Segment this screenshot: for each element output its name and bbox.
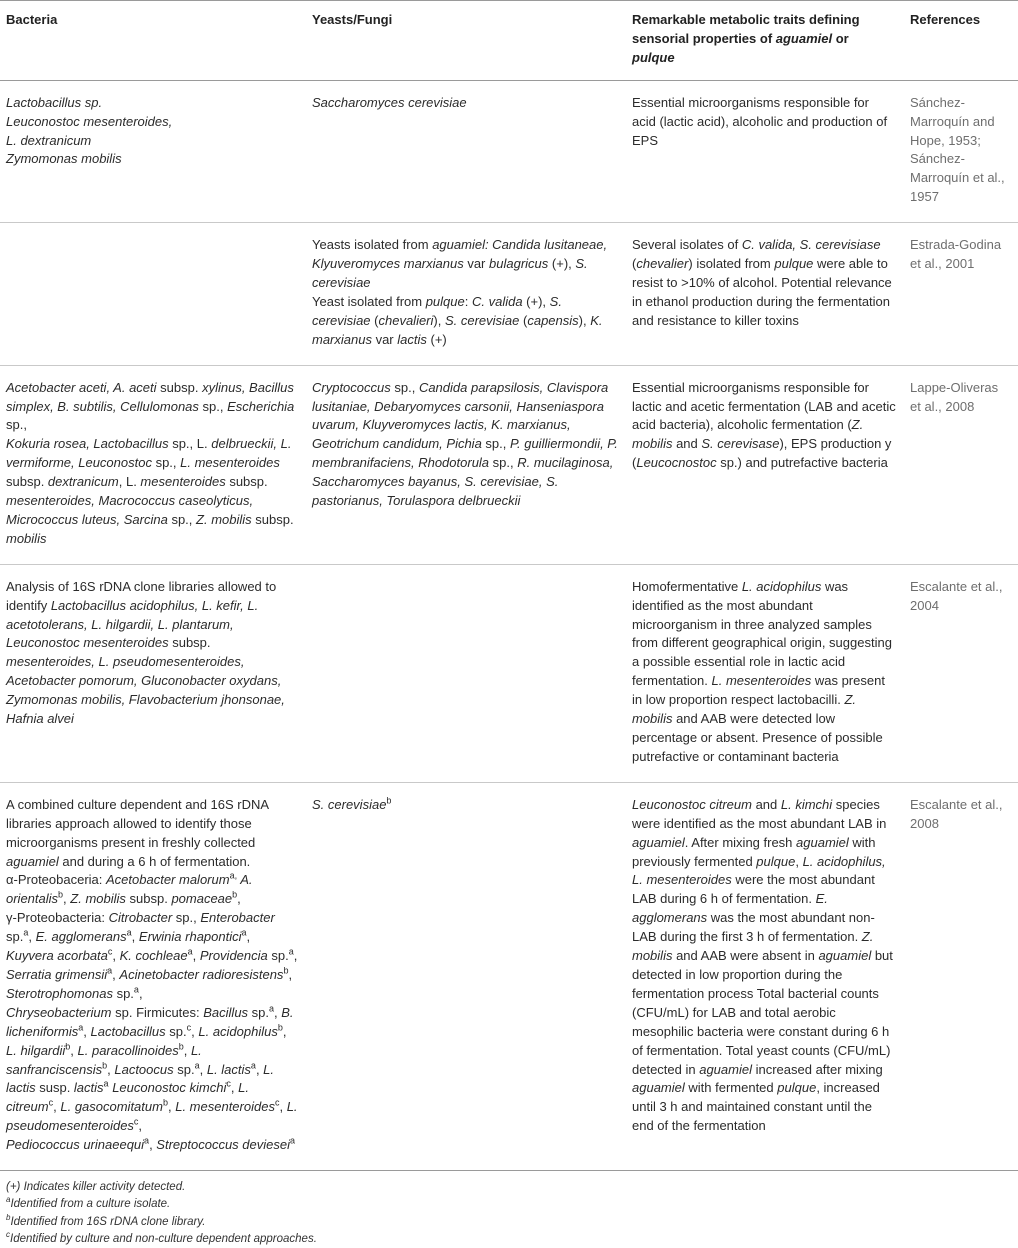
cell-yeasts: Cryptococcus sp., Candida parapsilosis, Clavispora lusitaniae, Debaryomyces carsonii, Hanseniaspora uvarum, Kluyveromyces lactis, K. marxianus, Geotrichum candidum, Pichia sp., P. guilliermondii, P. membranifaciens, Rhodotorula sp., R. mucilaginosa, Saccharomyces bayanus, S. cerevisiae, S. pastorianus, Torulaspora delbrueckii: [306, 365, 626, 564]
footnote-text: (+) Indicates killer activity detected.: [6, 1181, 186, 1194]
cell-bacteria: [0, 80, 306, 222]
cell-bacteria: Acetobacter aceti, A. aceti subsp. xylinus, Bacillus simplex, B. subtilis, Cellulomonas sp., Escherichia sp., Kokuria rosea, Lactobacillus sp., L. delbrueckii, L. vermiforme, Leuconostoc sp., L. mesenteroides subsp. dextranicum, L. mesenteroides subsp. mesenteroides, Macrococcus caseolyticus, Micrococcus luteus, Sarcina sp., Z. mobilis subsp. mobilis: [0, 365, 306, 564]
cell-yeasts: Yeasts isolated from aguamiel: Candida lusitaneae, Klyuveromyces marxianus var bulagricus (+), S. cerevisiae Yeast isolated from pulque: C. valida (+), S. cerevisiae (chevalieri), S. cerevisiae (capensis), K. marxianus var lactis (+): [306, 223, 626, 365]
cell-references: Sánchez-Marroquín and Hope, 1953; Sánchez-Marroquín et al., 1957: [904, 80, 1018, 222]
header-traits-l2c: or: [832, 30, 849, 46]
footnotes: [0, 1171, 1018, 1248]
header-traits-l1: Remarkable metabolic traits defining: [632, 12, 860, 27]
footnote: [6, 1179, 1018, 1196]
header-traits-l2b: aguamiel: [775, 30, 833, 46]
cell-bacteria: A combined culture dependent and 16S rDNA libraries approach allowed to identify those microorganisms present in freshly collected aguamiel and during a 6 h of fermentation. α-Proteobaceria: Acetobacter malorum$^{a,}$ A. orientalis$^b$, Z. mobilis subsp. pomaceae$^b$, γ-Proteobacteria: Citrobacter sp., Enterobacter sp.$^a$, E. agglomerans$^a$, Erwinia rhapontici$^a$, Kuyvera acorbata$^c$, K. cochleae$^a$, Providencia sp.$^a$, Serratia grimensii$^a$, Acinetobacter radioresistens$^b$, Sterotrophomonas sp.$^a$, Chryseobacterium sp. Firmicutes: Bacillus sp.$^a$, B. licheniformis$^a$, Lactobacillus sp.$^c$, L. acidophilus$^b$, L. hilgardii$^b$, L. paracollinoides$^b$, L. sanfranciscensis$^b$, Lactoocus sp.$^a$, L. lactis$^a$, L. lactis susp. lactis$^a$ Leuconostoc kimchi$^c$, L. citreum$^c$, L. gasocomitatum$^b$, L. mesenteroides$^c$, L. pseudomesenteroides$^c$, Pediococcus urinaeequi$^a$, Streptococcus deviesei$^a$: [0, 782, 306, 1170]
cell-references: Escalante et al., 2004: [904, 564, 1018, 782]
cell-traits: Leuconostoc citreum and L. kimchi species were identified as the most abundant LAB in aguamiel. After mixing fresh aguamiel with previously fermented pulque, L. acidophilus, L. mesenteroides were the most abundant LAB during 6 h of fermentation. E. agglomerans was the most abundant non-LAB during the first 3 h of fermentation. Z. mobilis and AAB were absent in aguamiel but detected in low proportion during the fermentation process Total bacterial counts (CFU/mL) for LAB and total aerobic mesophilic bacteria were constant during 6 h of fermentation. Total yeast counts (CFU/mL) detected in aguamiel increased after mixing aguamiel with fermented pulque, increased until 3 h and maintained constant until the end of the fermentation: [626, 782, 904, 1170]
footnote-text: Identified by culture and non-culture dependent approaches.: [10, 1232, 317, 1245]
bacteria-line: Leuconostoc mesenteroides,: [6, 113, 173, 129]
table-row: [0, 365, 1018, 564]
footnote: [6, 1196, 1018, 1213]
table-row: [0, 223, 1018, 365]
footnote-marker: c: [6, 1230, 10, 1240]
cell-yeasts: Saccharomyces cerevisiae: [306, 80, 626, 222]
header-bacteria: Bacteria: [0, 1, 306, 81]
header-row: [0, 1, 1018, 81]
cell-traits: Several isolates of C. valida, S. cerevisiase (chevalier) isolated from pulque were able to resist to >10% of alcohol. Potential relevance in ethanol production during the fermentation and resistance to killer toxins: [626, 223, 904, 365]
header-references: References: [904, 1, 1018, 81]
header-yeasts: Yeasts/Fungi: [306, 1, 626, 81]
cell-bacteria: Analysis of 16S rDNA clone libraries allowed to identify Lactobacillus acidophilus, L. kefir, L. acetotolerans, L. hilgardii, L. plantarum, Leuconostoc mesenteroides subsp. mesenteroides, L. pseudomesenteroides, Acetobacter pomorum, Gluconobacter oxydans, Zymomonas mobilis, Flavobacterium jhonsonae, Hafnia alvei: [0, 564, 306, 782]
bacteria-line: Lactobacillus sp.: [6, 94, 103, 110]
bacteria-line: Zymomonas mobilis: [6, 151, 122, 167]
cell-yeasts: S. cerevisiae$^b$: [306, 782, 626, 1170]
bacteria-line: L. dextranicum: [6, 132, 92, 148]
header-traits-l3: pulque: [632, 49, 675, 65]
cell-references: Escalante et al., 2008: [904, 782, 1018, 1170]
footnote: [6, 1214, 1018, 1231]
header-traits-l2a: sensorial properties of: [632, 30, 776, 46]
cell-traits: Homofermentative L. acidophilus was identified as the most abundant microorganism in three analyzed samples from different geographical origin, suggesting a possible essential role in lactic acid fermentation. L. mesenteroides was present in low proportion respect lactobacilli. Z. mobilis and AAB were detected low percentage or absent. Presence of possible putrefactive or contaminant bacteria: [626, 564, 904, 782]
cell-traits: Essential microorganisms responsible for acid (lactic acid), alcoholic and production of EPS: [626, 80, 904, 222]
footnote-marker: a: [6, 1195, 11, 1205]
cell-traits: Essential microorganisms responsible for lactic and acetic fermentation (LAB and acetic acid bacteria), alcoholic fermentation (Z. mobilis and S. cerevisase), EPS production y (Leucocnostoc sp.) and putrefactive bacteria: [626, 365, 904, 564]
footnote: [6, 1231, 1018, 1248]
footnote-text: Identified from a culture isolate.: [10, 1198, 171, 1211]
footnote-marker: b: [6, 1212, 11, 1222]
table-row: [0, 564, 1018, 782]
table-row: [0, 782, 1018, 1170]
header-traits: [626, 1, 904, 81]
cell-bacteria: [0, 223, 306, 365]
footnote-text: Identified from 16S rDNA clone library.: [10, 1215, 206, 1228]
cell-references: Estrada-Godina et al., 2001: [904, 223, 1018, 365]
cell-yeasts: [306, 564, 626, 782]
cell-references: Lappe-Oliveras et al., 2008: [904, 365, 1018, 564]
table-row: [0, 80, 1018, 222]
